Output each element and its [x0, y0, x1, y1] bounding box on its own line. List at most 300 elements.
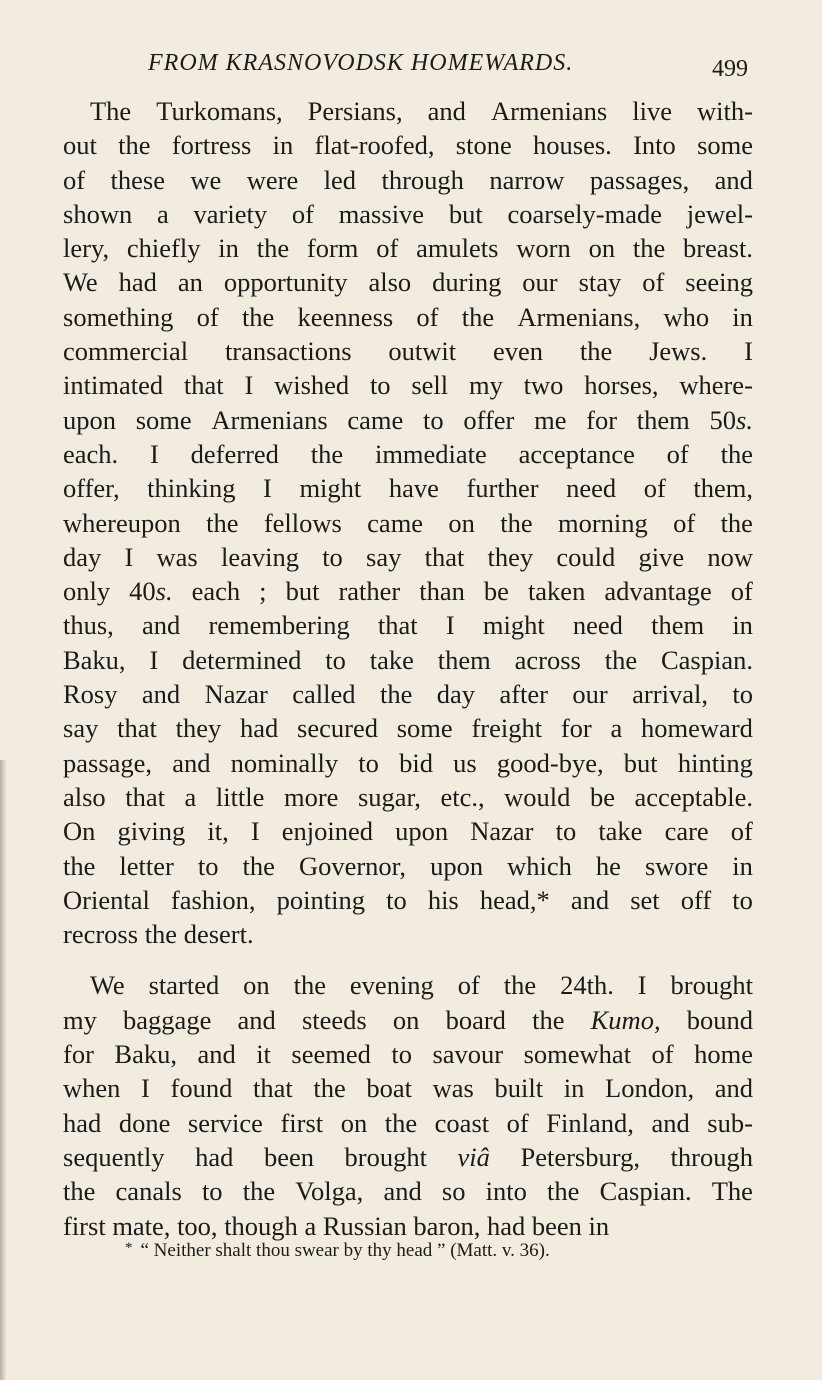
- word: baron,: [413, 1210, 481, 1241]
- word: the: [461, 301, 495, 332]
- word: came: [347, 404, 404, 435]
- word: I: [244, 370, 254, 401]
- word: to: [201, 1176, 223, 1207]
- word: advantage: [604, 576, 712, 607]
- word: fellows: [263, 507, 342, 538]
- word: on: [340, 1107, 368, 1138]
- word: fashion,: [170, 884, 256, 915]
- word: on: [243, 970, 270, 1001]
- word: also: [368, 267, 412, 298]
- word: live: [632, 96, 673, 126]
- text-line: [63, 300, 753, 334]
- word: The: [90, 96, 132, 126]
- word: Volga,: [295, 1176, 364, 1207]
- word: acceptance: [518, 438, 635, 469]
- word: bid: [399, 747, 433, 778]
- word: of: [63, 164, 86, 195]
- word: homeward: [641, 713, 753, 744]
- text-line: [63, 574, 753, 608]
- word: it: [256, 1039, 271, 1070]
- word: etc.,: [440, 781, 485, 812]
- word: which: [507, 850, 572, 881]
- word: two: [523, 370, 564, 401]
- word: built: [494, 1073, 544, 1104]
- word: immediate: [374, 438, 487, 469]
- word: lery,: [63, 233, 110, 264]
- word: worn: [516, 233, 571, 264]
- word: brought: [344, 1141, 427, 1172]
- word: give: [638, 541, 685, 572]
- word: and: [714, 1073, 753, 1104]
- word: the: [384, 1107, 418, 1138]
- word: offer: [463, 404, 515, 435]
- word: and: [237, 1004, 276, 1035]
- word: Armenians: [211, 404, 328, 435]
- word: for: [63, 1039, 94, 1070]
- word: of: [457, 970, 480, 1001]
- word: flat-roofed,: [314, 130, 435, 161]
- word: that: [183, 370, 224, 401]
- word: we: [190, 164, 222, 195]
- word: Armenians: [490, 96, 608, 126]
- word: but: [448, 198, 483, 229]
- footnote-marker: *: [125, 1240, 133, 1256]
- running-head: FROM KRASNOVODSK HOMEWARDS.: [148, 50, 574, 76]
- word: them,: [693, 473, 753, 504]
- body-text: [63, 94, 753, 1243]
- word: wished: [274, 370, 350, 401]
- text-line: [63, 849, 753, 883]
- word: the: [242, 850, 275, 881]
- word: a: [156, 198, 169, 229]
- word: jewel-: [686, 198, 753, 229]
- word: We: [90, 970, 125, 1001]
- word: a: [184, 781, 197, 812]
- text-line: [63, 368, 753, 402]
- word: sugar,: [357, 781, 421, 812]
- text-line: [63, 1140, 753, 1174]
- word: offer,: [63, 473, 120, 504]
- word: enjoined: [281, 816, 373, 847]
- word: of: [506, 1107, 529, 1138]
- word: brought: [670, 970, 753, 1001]
- word: though: [224, 1210, 298, 1241]
- word: now: [707, 541, 753, 572]
- word: viâ: [457, 1141, 490, 1172]
- word: where-: [679, 370, 753, 401]
- word: arrival,: [632, 679, 708, 710]
- word: that: [117, 713, 157, 744]
- word: rather: [338, 576, 401, 607]
- text-line: [63, 334, 753, 368]
- word: his: [427, 884, 459, 915]
- word: seeing: [685, 267, 753, 298]
- word: I: [744, 336, 753, 367]
- word: more: [283, 781, 339, 812]
- word: the: [63, 1176, 96, 1207]
- word: some: [697, 130, 753, 161]
- word: upon: [430, 850, 484, 881]
- word: after: [499, 679, 548, 710]
- word: on: [588, 233, 616, 264]
- word: been: [531, 1210, 582, 1241]
- text-line: [63, 968, 753, 1002]
- word: some: [135, 404, 192, 435]
- word: take: [369, 644, 414, 675]
- word: hinting: [677, 747, 753, 778]
- word: them: [651, 610, 705, 641]
- word: of: [643, 473, 666, 504]
- word: form: [306, 233, 359, 264]
- word: care: [664, 816, 709, 847]
- word: had: [195, 1141, 234, 1172]
- word: only: [63, 576, 111, 607]
- word: say: [366, 541, 402, 572]
- word: little: [215, 781, 265, 812]
- word: houses.: [533, 130, 612, 161]
- word: breast.: [683, 233, 753, 264]
- text-line: [63, 608, 753, 642]
- word: the: [313, 1073, 346, 1104]
- word: of: [642, 267, 665, 298]
- word: have: [388, 473, 439, 504]
- word: on: [448, 507, 475, 538]
- word: also: [63, 781, 106, 812]
- word: Nazar: [204, 679, 268, 710]
- word: and: [714, 164, 753, 195]
- word: Petersburg,: [520, 1141, 640, 1172]
- word: on: [392, 1004, 420, 1035]
- word: bound: [686, 1004, 753, 1035]
- word: had: [240, 713, 279, 744]
- word: of: [666, 438, 689, 469]
- word: of: [730, 816, 753, 847]
- text-line: [63, 883, 753, 917]
- word: the: [293, 970, 326, 1001]
- word: who: [663, 301, 710, 332]
- word: first: [280, 1107, 324, 1138]
- word: board: [445, 1004, 506, 1035]
- word: opportunity: [223, 267, 348, 298]
- word: mate,: [112, 1210, 171, 1241]
- word: fortress: [171, 130, 252, 161]
- text-line: [63, 643, 753, 677]
- word: further: [466, 473, 539, 504]
- word: in: [588, 1210, 610, 1241]
- word: of: [416, 301, 439, 332]
- text-line: [63, 471, 753, 505]
- word: passage,: [63, 747, 153, 778]
- word: Russian: [322, 1210, 407, 1241]
- word: 50s.: [709, 404, 753, 435]
- word: baggage: [123, 1004, 212, 1035]
- word: to: [197, 850, 219, 881]
- word: giving: [117, 816, 186, 847]
- word: it,: [207, 816, 229, 847]
- word: canals: [115, 1176, 182, 1207]
- word: deferred: [190, 438, 279, 469]
- word: keenness: [297, 301, 394, 332]
- word: Caspian.: [599, 1176, 692, 1207]
- word: I: [141, 1073, 150, 1104]
- word: might: [482, 610, 545, 641]
- word: first: [63, 1210, 106, 1241]
- word: evening: [349, 970, 434, 1001]
- word: the: [206, 507, 239, 538]
- word: day: [436, 679, 476, 710]
- word: whereupon: [63, 507, 181, 538]
- word: the: [720, 507, 753, 538]
- word: during: [432, 267, 502, 298]
- word: sequently: [63, 1141, 165, 1172]
- word: to: [732, 884, 753, 915]
- word: through: [381, 164, 464, 195]
- word: desert.: [183, 919, 254, 950]
- word: coast: [434, 1107, 490, 1138]
- word: was: [156, 541, 198, 572]
- word: set: [630, 884, 660, 915]
- text-line: [63, 814, 753, 848]
- word: in: [732, 610, 753, 641]
- word: had: [486, 1210, 526, 1241]
- text-line: [63, 1003, 753, 1037]
- word: the: [118, 130, 151, 161]
- word: home: [694, 1039, 753, 1070]
- page-number: 499: [712, 56, 748, 82]
- text-line: [63, 197, 753, 231]
- word: and: [383, 1176, 422, 1207]
- word: sub-: [707, 1107, 753, 1138]
- word: passages,: [589, 164, 690, 195]
- word: they: [487, 541, 534, 572]
- text-line: [63, 746, 753, 780]
- text-line: [63, 1174, 753, 1208]
- word: to: [423, 404, 444, 435]
- word: and: [197, 1039, 236, 1070]
- word: each: [191, 576, 241, 607]
- word: stone: [455, 130, 512, 161]
- word: that: [252, 1073, 293, 1104]
- word: the: [632, 233, 666, 264]
- word: Turkomans,: [156, 96, 283, 126]
- word: recross: [63, 919, 139, 950]
- word: and: [141, 679, 181, 710]
- footnote-text: “ Neither shalt thou swear by thy head ” (Matt. v. 36).: [140, 1240, 550, 1261]
- word: through: [670, 1141, 753, 1172]
- word: stay: [578, 267, 622, 298]
- text-line: [63, 265, 753, 299]
- text-line: [63, 1071, 753, 1105]
- word: coarsely-made: [507, 198, 662, 229]
- word: so: [441, 1176, 466, 1207]
- text-line: [63, 1106, 753, 1140]
- word: amulets: [416, 233, 499, 264]
- word: to: [369, 370, 391, 401]
- word: out: [63, 130, 97, 161]
- word: chiefly: [126, 233, 201, 264]
- word: done: [118, 1107, 171, 1138]
- word: our: [522, 267, 558, 298]
- word: called: [292, 679, 356, 710]
- word: into: [485, 1176, 527, 1207]
- word: upon: [395, 816, 449, 847]
- word: transactions: [224, 336, 352, 367]
- word: determined: [182, 644, 302, 675]
- word: narrow: [489, 164, 565, 195]
- word: in: [218, 233, 239, 264]
- word: the: [532, 1004, 565, 1035]
- word: than: [419, 576, 465, 607]
- word: a: [610, 713, 623, 744]
- word: they: [175, 713, 222, 744]
- word: each.: [63, 438, 119, 469]
- word: the: [720, 438, 753, 469]
- word: I: [250, 816, 260, 847]
- word: need: [572, 610, 623, 641]
- word: to: [386, 884, 407, 915]
- word: might: [299, 473, 362, 504]
- text-line: [63, 437, 753, 471]
- word: I: [124, 541, 134, 572]
- word: I: [149, 644, 159, 675]
- word: horses,: [584, 370, 659, 401]
- word: these: [110, 164, 165, 195]
- word: acceptable.: [634, 781, 753, 812]
- word: that: [125, 781, 165, 812]
- word: I: [637, 970, 647, 1001]
- word: of: [291, 198, 314, 229]
- word: Jews.: [649, 336, 708, 367]
- word: Caspian.: [660, 644, 753, 675]
- word: could: [556, 541, 616, 572]
- word: had: [118, 267, 157, 298]
- word: of: [376, 233, 399, 264]
- text-line: [63, 163, 753, 197]
- word: nominally: [230, 747, 339, 778]
- text-line: [63, 94, 753, 128]
- word: to: [358, 747, 379, 778]
- word: ;: [259, 576, 267, 607]
- text-line: [63, 780, 753, 814]
- word: with-: [697, 96, 753, 126]
- word: Finland,: [546, 1107, 634, 1138]
- footnote: [125, 1240, 550, 1262]
- word: when: [63, 1073, 121, 1104]
- word: freight: [471, 713, 543, 744]
- word: be: [483, 576, 509, 607]
- word: boat: [366, 1073, 413, 1104]
- word: Into: [633, 130, 676, 161]
- text-line: [63, 128, 753, 162]
- text-line: [63, 917, 753, 951]
- word: across: [514, 644, 581, 675]
- word: the: [256, 233, 290, 264]
- word: head,*: [479, 884, 550, 915]
- word: Oriental: [63, 884, 150, 915]
- word: off: [680, 884, 712, 915]
- word: and: [570, 884, 610, 915]
- word: but: [285, 576, 320, 607]
- word: I: [445, 610, 455, 641]
- word: the: [241, 301, 275, 332]
- word: some: [396, 713, 453, 744]
- word: of: [730, 576, 753, 607]
- word: even: [492, 336, 543, 367]
- word: need: [566, 473, 617, 504]
- word: thinking: [147, 473, 236, 504]
- word: of: [196, 301, 219, 332]
- word: my: [63, 1004, 97, 1035]
- word: in: [272, 130, 294, 161]
- word: upon: [63, 404, 116, 435]
- word: and: [172, 747, 211, 778]
- word: Armenians,: [517, 301, 641, 332]
- word: intimated: [63, 370, 164, 401]
- page-edge-shadow: [0, 760, 6, 1380]
- word: Nazar: [470, 816, 534, 847]
- text-line: [63, 1209, 753, 1243]
- word: of: [651, 1039, 674, 1070]
- word: I: [150, 438, 159, 469]
- text-line: [63, 231, 753, 265]
- text-line: [63, 677, 753, 711]
- word: was: [432, 1073, 474, 1104]
- word: for: [560, 713, 592, 744]
- text-line: [63, 540, 753, 574]
- word: had: [63, 1107, 102, 1138]
- word: to: [322, 541, 343, 572]
- word: seemed: [291, 1039, 371, 1070]
- word: an: [177, 267, 203, 298]
- word: sell: [411, 370, 449, 401]
- word: and: [427, 96, 466, 126]
- word: steeds: [301, 1004, 367, 1035]
- word: me: [534, 404, 567, 435]
- word: the: [379, 679, 413, 710]
- word: came: [367, 507, 424, 538]
- word: to: [325, 644, 346, 675]
- word: were: [246, 164, 299, 195]
- word: thus,: [63, 610, 114, 641]
- word: a: [304, 1210, 317, 1241]
- word: and: [651, 1107, 690, 1138]
- word: to: [555, 816, 577, 847]
- word: Baku,: [63, 644, 126, 675]
- word: them: [636, 404, 690, 435]
- word: the: [500, 507, 533, 538]
- word: letter: [119, 850, 174, 881]
- word: us: [453, 747, 477, 778]
- paragraph: [63, 968, 753, 1242]
- word: pointing: [276, 884, 365, 915]
- word: in: [732, 301, 753, 332]
- word: the: [579, 336, 613, 367]
- text-line: [63, 711, 753, 745]
- word: taken: [527, 576, 586, 607]
- word: led: [323, 164, 357, 195]
- word: The: [711, 1176, 753, 1207]
- word: somewhat: [523, 1039, 632, 1070]
- word: in: [732, 850, 753, 881]
- word: them: [437, 644, 491, 675]
- word: 24th.: [560, 970, 614, 1001]
- text-line: [63, 1037, 753, 1071]
- word: secured: [297, 713, 378, 744]
- word: say: [63, 713, 99, 744]
- word: Persians,: [307, 96, 403, 126]
- word: in: [563, 1073, 585, 1104]
- word: swore: [644, 850, 709, 881]
